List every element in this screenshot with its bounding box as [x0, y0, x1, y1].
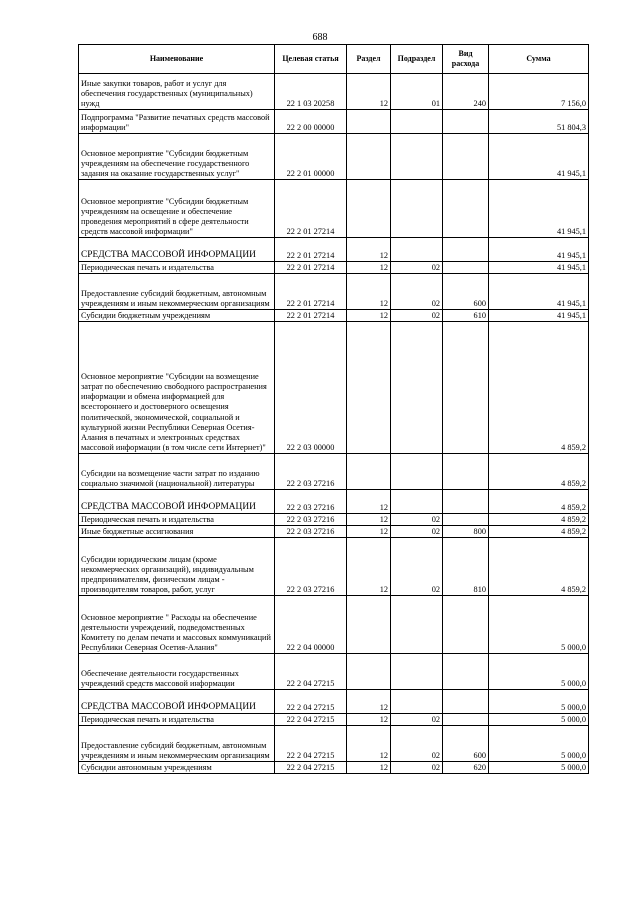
cell-target-article: 22 2 04 27215 [275, 726, 347, 762]
cell-amount: 4 859,2 [489, 514, 589, 526]
cell-amount: 4 859,2 [489, 526, 589, 538]
cell-expense-type [443, 238, 489, 262]
cell-target-article: 22 2 01 27214 [275, 274, 347, 310]
cell-name: Периодическая печать и издательства [79, 514, 275, 526]
cell-target-article: 22 2 01 27214 [275, 180, 347, 238]
cell-expense-type [443, 596, 489, 654]
cell-expense-type [443, 110, 489, 134]
cell-target-article: 22 2 03 27216 [275, 514, 347, 526]
table-row [79, 322, 589, 454]
header-amount: Сумма [489, 45, 589, 74]
cell-name: Подпрограмма "Развитие печатных средств массовой информации" [79, 110, 275, 134]
cell-name: Иные закупки товаров, работ и услуг для обеспечения государственных (муниципальных) нужд [79, 74, 275, 110]
table-row [79, 490, 589, 514]
header-expense-type: Вид расхода [443, 45, 489, 74]
cell-amount: 5 000,0 [489, 714, 589, 726]
cell-name: СРЕДСТВА МАССОВОЙ ИНФОРМАЦИИ [79, 490, 275, 514]
cell-subsection: 02 [391, 538, 443, 596]
cell-name: Субсидии юридическим лицам (кроме некоммерческих организаций), индивидуальным предпринимателям, физическим лицам - производителям товаров, работ, услуг [79, 538, 275, 596]
cell-section: 12 [347, 714, 391, 726]
cell-amount: 41 945,1 [489, 180, 589, 238]
cell-target-article: 22 2 04 00000 [275, 596, 347, 654]
cell-section: 12 [347, 310, 391, 322]
cell-section: 12 [347, 74, 391, 110]
cell-subsection [391, 110, 443, 134]
cell-target-article: 22 2 03 27216 [275, 538, 347, 596]
cell-expense-type [443, 654, 489, 690]
cell-name: Субсидии автономным учреждениям [79, 762, 275, 774]
cell-expense-type: 610 [443, 310, 489, 322]
cell-expense-type [443, 490, 489, 514]
table-row [79, 514, 589, 526]
page-number: 688 [312, 32, 328, 43]
cell-subsection [391, 690, 443, 714]
cell-target-article: 22 2 03 27216 [275, 454, 347, 490]
cell-name: Основное мероприятие " Расходы на обеспечение деятельности учреждений, подведомственных Комитету по делам печати и массовых коммуникаций Республики Северная Осетия-Алания" [79, 596, 275, 654]
cell-subsection [391, 490, 443, 514]
cell-section: 12 [347, 238, 391, 262]
cell-expense-type [443, 180, 489, 238]
cell-amount: 4 859,2 [489, 538, 589, 596]
cell-name: Субсидии бюджетным учреждениям [79, 310, 275, 322]
header-section: Раздел [347, 45, 391, 74]
cell-expense-type: 240 [443, 74, 489, 110]
cell-expense-type [443, 690, 489, 714]
table-row [79, 110, 589, 134]
cell-section: 12 [347, 762, 391, 774]
cell-target-article: 22 2 04 27215 [275, 690, 347, 714]
header-row [79, 45, 589, 74]
cell-target-article: 22 2 04 27215 [275, 762, 347, 774]
table-row [79, 714, 589, 726]
table-row [79, 654, 589, 690]
cell-section [347, 110, 391, 134]
table-row [79, 310, 589, 322]
cell-subsection [391, 180, 443, 238]
cell-target-article: 22 2 01 00000 [275, 134, 347, 180]
table-row [79, 262, 589, 274]
cell-amount: 7 156,0 [489, 74, 589, 110]
table-row [79, 726, 589, 762]
cell-section: 12 [347, 690, 391, 714]
cell-subsection [391, 238, 443, 262]
cell-amount: 5 000,0 [489, 726, 589, 762]
cell-subsection: 02 [391, 514, 443, 526]
cell-target-article: 22 2 04 27215 [275, 654, 347, 690]
cell-expense-type [443, 134, 489, 180]
cell-target-article: 22 1 03 20258 [275, 74, 347, 110]
cell-subsection [391, 322, 443, 454]
cell-section [347, 654, 391, 690]
cell-section: 12 [347, 726, 391, 762]
cell-subsection: 02 [391, 526, 443, 538]
cell-section [347, 134, 391, 180]
cell-amount: 5 000,0 [489, 690, 589, 714]
cell-section [347, 454, 391, 490]
cell-target-article: 22 2 03 27216 [275, 526, 347, 538]
cell-amount: 41 945,1 [489, 274, 589, 310]
cell-section [347, 596, 391, 654]
cell-subsection [391, 654, 443, 690]
cell-target-article: 22 2 01 27214 [275, 310, 347, 322]
cell-name: Периодическая печать и издательства [79, 262, 275, 274]
cell-subsection [391, 596, 443, 654]
table-row [79, 526, 589, 538]
cell-expense-type [443, 514, 489, 526]
table-row [79, 134, 589, 180]
cell-name: Предоставление субсидий бюджетным, автономным учреждениям и иным некоммерческим организациям [79, 726, 275, 762]
cell-target-article: 22 2 03 00000 [275, 322, 347, 454]
cell-subsection: 02 [391, 262, 443, 274]
cell-expense-type [443, 454, 489, 490]
cell-amount: 4 859,2 [489, 490, 589, 514]
table-row [79, 762, 589, 774]
cell-name: СРЕДСТВА МАССОВОЙ ИНФОРМАЦИИ [79, 238, 275, 262]
header-name: Наименование [79, 45, 275, 74]
table-header [79, 45, 589, 74]
table-row [79, 454, 589, 490]
table-row [79, 274, 589, 310]
cell-section: 12 [347, 274, 391, 310]
cell-target-article: 22 2 01 27214 [275, 262, 347, 274]
cell-section [347, 322, 391, 454]
cell-target-article: 22 2 00 00000 [275, 110, 347, 134]
cell-subsection: 02 [391, 310, 443, 322]
cell-target-article: 22 2 01 27214 [275, 238, 347, 262]
cell-expense-type: 620 [443, 762, 489, 774]
cell-amount: 4 859,2 [489, 322, 589, 454]
cell-amount: 41 945,1 [489, 262, 589, 274]
cell-expense-type [443, 322, 489, 454]
cell-section [347, 180, 391, 238]
cell-name: Основное мероприятие "Субсидии бюджетным учреждениям на освещение и обеспечение проведения мероприятий в сфере деятельности средств массовой информации" [79, 180, 275, 238]
cell-amount: 5 000,0 [489, 654, 589, 690]
cell-subsection: 02 [391, 762, 443, 774]
cell-expense-type: 800 [443, 526, 489, 538]
cell-amount: 5 000,0 [489, 762, 589, 774]
table-row [79, 596, 589, 654]
header-target-article: Целевая статья [275, 45, 347, 74]
cell-expense-type: 810 [443, 538, 489, 596]
cell-expense-type: 600 [443, 726, 489, 762]
cell-target-article: 22 2 03 27216 [275, 490, 347, 514]
table-row [79, 180, 589, 238]
table-body [79, 74, 589, 774]
cell-section: 12 [347, 514, 391, 526]
cell-expense-type [443, 262, 489, 274]
cell-amount: 5 000,0 [489, 596, 589, 654]
cell-target-article: 22 2 04 27215 [275, 714, 347, 726]
cell-amount: 41 945,1 [489, 238, 589, 262]
cell-name: Основное мероприятие "Субсидии бюджетным учреждениям на обеспечение государственного задания на оказание государственных услуг" [79, 134, 275, 180]
cell-section: 12 [347, 262, 391, 274]
cell-name: СРЕДСТВА МАССОВОЙ ИНФОРМАЦИИ [79, 690, 275, 714]
table-row [79, 74, 589, 110]
cell-name: Предоставление субсидий бюджетным, автономным учреждениям и иным некоммерческим организациям [79, 274, 275, 310]
cell-section: 12 [347, 538, 391, 596]
budget-table [78, 44, 589, 774]
cell-subsection: 02 [391, 274, 443, 310]
cell-expense-type: 600 [443, 274, 489, 310]
cell-subsection: 01 [391, 74, 443, 110]
cell-name: Субсидии на возмещение части затрат по изданию социально значимой (национальной) литературы [79, 454, 275, 490]
cell-name: Основное мероприятие "Субсидии на возмещение затрат по обеспечению свободного распространения информации и обмена информацией для всестороннего и достоверного освещения политической, экономической, социальной и культурной жизни Республики Северная Осетия-Алания в печатных и электронных средствах массовой информации (в том числе сети Интернет)" [79, 322, 275, 454]
cell-amount: 4 859,2 [489, 454, 589, 490]
cell-section: 12 [347, 490, 391, 514]
cell-name: Периодическая печать и издательства [79, 714, 275, 726]
cell-amount: 41 945,1 [489, 310, 589, 322]
cell-expense-type [443, 714, 489, 726]
cell-amount: 51 804,3 [489, 110, 589, 134]
cell-subsection [391, 134, 443, 180]
cell-name: Обеспечение деятельности государственных учреждений средств массовой информации [79, 654, 275, 690]
table-row [79, 538, 589, 596]
header-subsection: Подраздел [391, 45, 443, 74]
table-row [79, 690, 589, 714]
cell-name: Иные бюджетные ассигнования [79, 526, 275, 538]
cell-amount: 41 945,1 [489, 134, 589, 180]
table-row [79, 238, 589, 262]
cell-section: 12 [347, 526, 391, 538]
cell-subsection: 02 [391, 726, 443, 762]
cell-subsection: 02 [391, 714, 443, 726]
cell-subsection [391, 454, 443, 490]
